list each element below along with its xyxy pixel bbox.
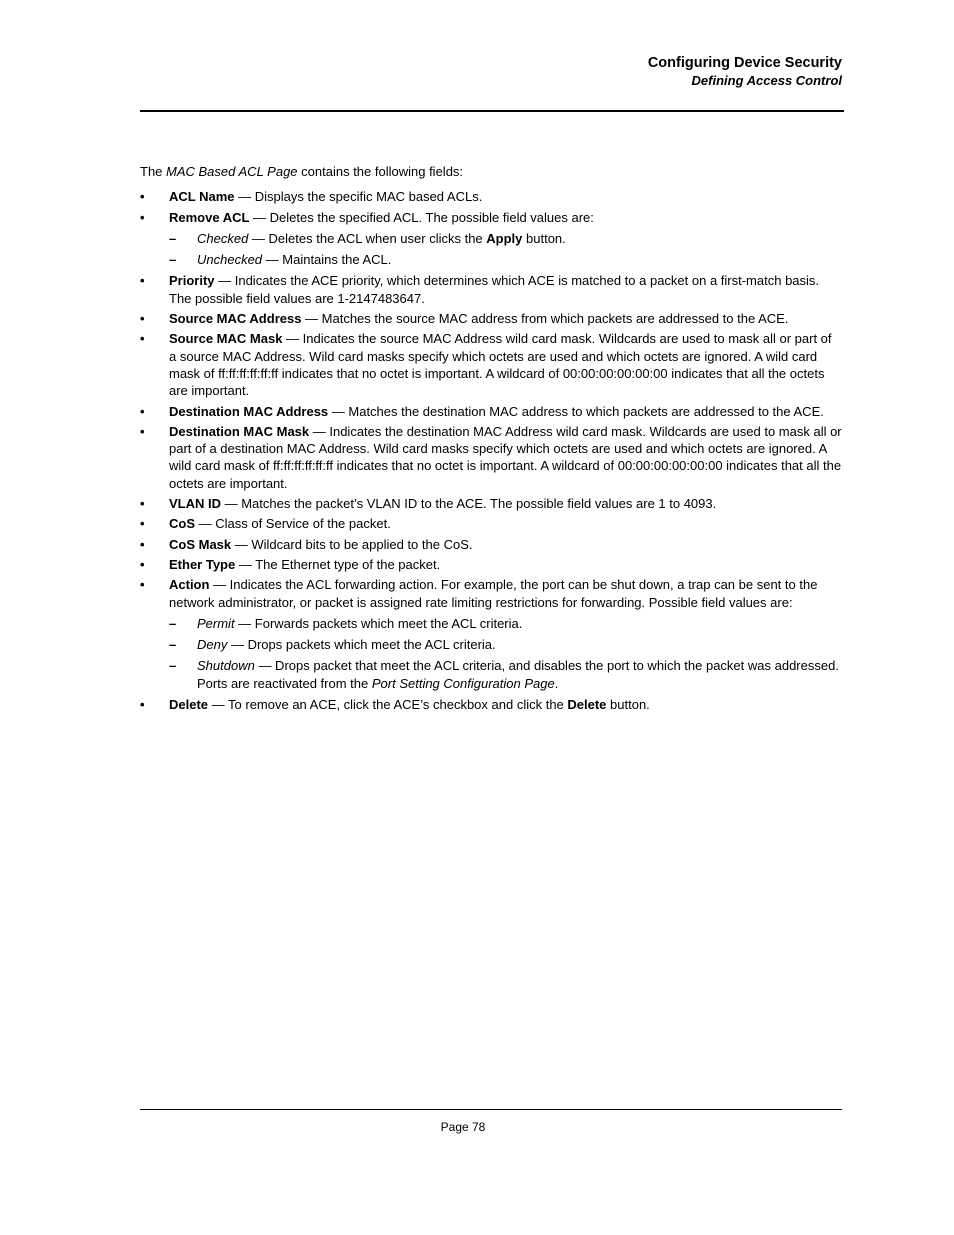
- bullet-icon: •: [140, 536, 145, 552]
- section-title: Defining Access Control: [691, 73, 842, 88]
- bullet-icon: •: [140, 311, 145, 327]
- bullet-icon: •: [140, 556, 145, 572]
- bullet-icon: •: [140, 189, 145, 205]
- action-values: [169, 615, 842, 692]
- bullet-icon: •: [140, 697, 145, 713]
- header-divider: [140, 110, 844, 112]
- list-item-destination-mac-mask: • Destination MAC Mask — Indicates the destination MAC Address wild card mask. Wildcards are used to mask all or part of a destination MAC Address. Wild card masks specify which octets are used and which octets are ignored. A wild card mask of ff:ff:ff:ff:ff:ff indicates that no octet is important. A wildcard of 00:00:00:00:00:00 indicates that all the octets are important.: [140, 423, 842, 491]
- dash-icon: –: [169, 637, 177, 653]
- running-header: [648, 55, 842, 89]
- bullet-icon: •: [140, 209, 145, 225]
- list-item-vlan-id: • VLAN ID — Matches the packet’s VLAN ID to the ACE. The possible field values are 1 to 4093.: [140, 496, 717, 512]
- sub-item-permit: – Permit — Forwards packets which meet the ACL criteria.: [169, 615, 523, 631]
- remove-acl-values: [169, 230, 842, 269]
- bullet-icon: •: [140, 577, 145, 593]
- list-item-cos: • CoS — Class of Service of the packet.: [140, 516, 391, 532]
- list-item-source-mac-mask: • Source MAC Mask — Indicates the source MAC Address wild card mask. Wildcards are used to mask all or part of a source MAC Address. Wild card masks specify which octets are used and which octets are ignored. A wild card mask of ff:ff:ff:ff:ff:ff indicates that no octet is important. A wildcard of 00:00:00:00:00:00 indicates that all the octets are important.: [140, 331, 832, 399]
- bullet-icon: •: [140, 331, 145, 347]
- sub-item-unchecked: – Unchecked — Maintains the ACL.: [169, 252, 392, 268]
- list-item-destination-mac-address: • Destination MAC Address — Matches the destination MAC address to which packets are addressed to the ACE.: [140, 403, 824, 419]
- page-number: Page 78: [440, 1120, 486, 1134]
- dash-icon: –: [169, 252, 177, 268]
- sub-item-checked: – Checked — Deletes the ACL when user clicks the Apply button.: [169, 230, 566, 246]
- bullet-icon: •: [140, 423, 145, 439]
- list-item-remove-acl: • Remove ACL — Deletes the specified ACL. The possible field values are: – Checked — Deletes the ACL when user clicks the Apply button. – Unchecked — Maintains the ACL.: [140, 209, 842, 269]
- footer-divider: [140, 1109, 842, 1110]
- dash-icon: –: [169, 230, 177, 246]
- bullet-icon: •: [140, 273, 145, 289]
- dash-icon: –: [169, 658, 177, 674]
- intro-paragraph: The MAC Based ACL Page contains the following fields:: [140, 164, 464, 179]
- list-item-action: • Action — Indicates the ACL forwarding action. For example, the port can be shut down, a trap can be sent to the network administrator, or packet is assigned rate limiting restrictions for forwarding. Possible field values are: – Permit — Forwards packets which meet the ACL criteria. – Deny — Drops packets which meet the ACL criteria. – Shutdown — Drops packet that meet the ACL criteria, and disables the port to which the packet was addressed. Ports are reactivated from the Port Setting Configuration Page.: [140, 576, 842, 692]
- page-body: [140, 163, 842, 716]
- dash-icon: –: [169, 615, 177, 631]
- list-item-delete: • Delete — To remove an ACE, click the ACE’s checkbox and click the Delete button.: [140, 697, 650, 713]
- sub-item-shutdown: – Shutdown — Drops packet that meet the ACL criteria, and disables the port to which the packet was addressed. Ports are reactivated from the Port Setting Configuration Page.: [169, 658, 839, 691]
- list-item-ether-type: • Ether Type — The Ethernet type of the packet.: [140, 556, 441, 572]
- list-item-acl-name: • ACL Name — Displays the specific MAC based ACLs.: [140, 189, 483, 205]
- bullet-icon: •: [140, 516, 145, 532]
- chapter-title: Configuring Device Security: [647, 55, 842, 71]
- bullet-icon: •: [140, 403, 145, 419]
- page-name: MAC Based ACL Page: [166, 164, 298, 179]
- sub-item-deny: – Deny — Drops packets which meet the ACL criteria.: [169, 637, 496, 653]
- list-item-cos-mask: • CoS Mask — Wildcard bits to be applied to the CoS.: [140, 536, 473, 552]
- bullet-icon: •: [140, 496, 145, 512]
- field-list: [140, 188, 842, 713]
- list-item-source-mac-address: • Source MAC Address — Matches the source MAC address from which packets are addressed to the ACE.: [140, 311, 789, 327]
- list-item-priority: • Priority — Indicates the ACE priority, which determines which ACE is matched to a packet on a first-match basis. The possible field values are 1-2147483647.: [140, 273, 820, 306]
